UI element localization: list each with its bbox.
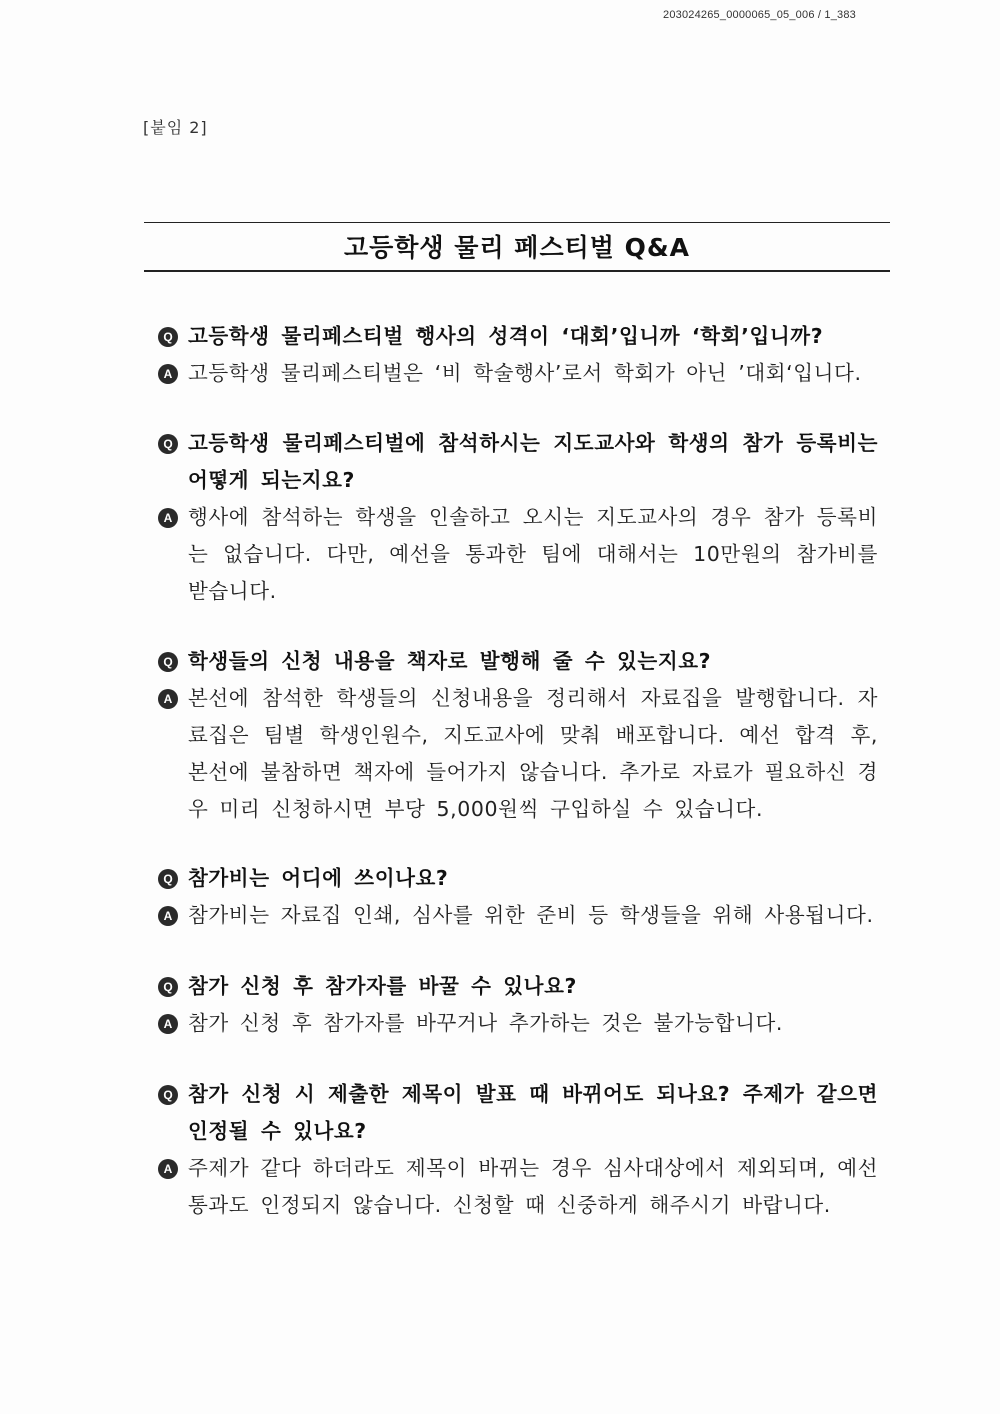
answer: [158, 897, 878, 934]
document-id: 203024265_0000065_05_006 / 1_383: [663, 9, 856, 21]
answer-badge-icon: A: [158, 906, 178, 926]
answer-badge-icon: A: [158, 689, 178, 709]
question: [158, 643, 878, 680]
answer-badge-icon: A: [158, 508, 178, 528]
question-badge-icon: Q: [158, 1085, 178, 1105]
title-top-rule: [144, 222, 890, 223]
question-badge-icon: Q: [158, 652, 178, 672]
answer-text: 행사에 참석하는 학생을 인솔하고 오시는 지도교사의 경우 참가 등록비는 없습니다. 다만, 예선을 통과한 팀에 대해서는 10만원의 참가비를 받습니다.: [188, 505, 878, 603]
qa-item: [158, 425, 878, 610]
answer-text: 본선에 참석한 학생들의 신청내용을 정리해서 자료집을 발행합니다. 자료집은 팀별 학생인원수, 지도교사에 맞춰 배포합니다. 예선 합격 후, 본선에 불참하면 책자에 들어가지 않습니다. 추가로 자료가 필요하신 경우 미리 신청하시면 부당 5,000원씩 구입하실 수 있습니다.: [188, 686, 878, 821]
answer: [158, 499, 878, 610]
question-text: 참가 신청 후 참가자를 바꿀 수 있나요?: [188, 974, 577, 998]
answer-text: 주제가 같다 하더라도 제목이 바뀌는 경우 심사대상에서 제외되며, 예선 통과도 인정되지 않습니다. 신청할 때 신중하게 해주시기 바랍니다.: [188, 1156, 878, 1217]
answer: [158, 1005, 878, 1042]
qa-item: [158, 643, 878, 828]
question: [158, 425, 878, 499]
answer-badge-icon: A: [158, 364, 178, 384]
answer-badge-icon: A: [158, 1159, 178, 1179]
qa-item: [158, 318, 878, 392]
title-bottom-rule: [144, 270, 890, 272]
question-badge-icon: Q: [158, 327, 178, 347]
question-badge-icon: Q: [158, 434, 178, 454]
attachment-label: [붙임 2]: [143, 118, 208, 137]
answer-badge-icon: A: [158, 1014, 178, 1034]
question-text: 학생들의 신청 내용을 책자로 발행해 줄 수 있는지요?: [188, 649, 712, 673]
answer-text: 참가 신청 후 참가자를 바꾸거나 추가하는 것은 불가능합니다.: [188, 1011, 784, 1035]
question: [158, 968, 878, 1005]
question-text: 참가 신청 시 제출한 제목이 발표 때 바뀌어도 되나요? 주제가 같으면 인정될 수 있나요?: [188, 1082, 878, 1143]
answer-text: 고등학생 물리페스티벌은 ‘비 학술행사’로서 학회가 아닌 ’대회‘입니다.: [188, 361, 862, 385]
question: [158, 1076, 878, 1150]
question: [158, 860, 878, 897]
answer: [158, 1150, 878, 1224]
answer-text: 참가비는 자료집 인쇄, 심사를 위한 준비 등 학생들을 위해 사용됩니다.: [188, 903, 874, 927]
question-badge-icon: Q: [158, 977, 178, 997]
qa-item: [158, 1076, 878, 1224]
question-text: 참가비는 어디에 쓰이나요?: [188, 866, 449, 890]
qa-item: [158, 968, 878, 1042]
question-text: 고등학생 물리페스티벌 행사의 성격이 ‘대회’입니까 ‘학회’입니까?: [188, 324, 824, 348]
answer: [158, 355, 878, 392]
question-text: 고등학생 물리페스티벌에 참석하시는 지도교사와 학생의 참가 등록비는 어떻게 되는지요?: [188, 431, 878, 492]
question-badge-icon: Q: [158, 869, 178, 889]
page-title: 고등학생 물리 페스티벌 Q&A: [343, 233, 690, 262]
question: [158, 318, 878, 355]
answer: [158, 680, 878, 828]
qa-item: [158, 860, 878, 934]
